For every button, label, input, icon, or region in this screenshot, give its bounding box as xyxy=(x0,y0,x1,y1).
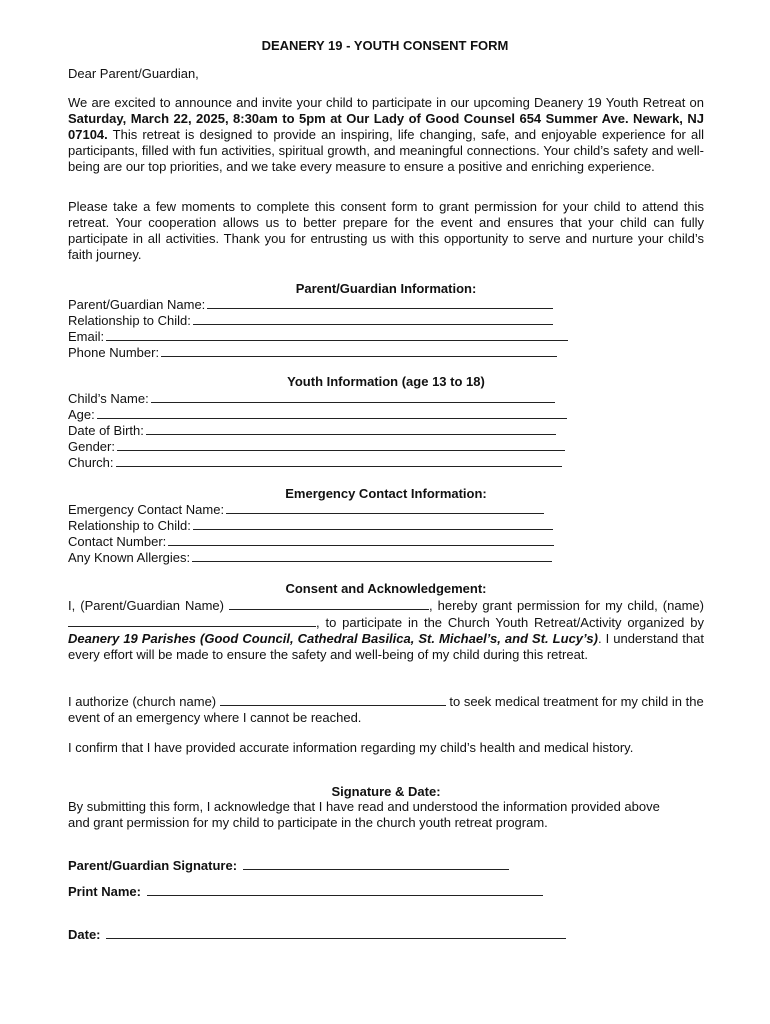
date-field[interactable] xyxy=(68,926,566,943)
retreat-date-location: Saturday, March 22, 2025, 8:30am to 5pm at Our Lady of Good Counsel 654 Summer Ave. Newark, NJ 07104. xyxy=(68,111,704,142)
emergency-name-field[interactable] xyxy=(68,501,544,518)
allergies-label: Any Known Allergies: xyxy=(68,550,191,565)
instructions-paragraph: Please take a few moments to complete this consent form to grant permission for your child to attend this retreat. Your cooperation allows us to better prepare for the event and ensures that your child can fully participate in all activities. Thank you for entrusting us with this opportunity to serve and nurture your child’s faith journey. xyxy=(68,199,704,262)
consent-paragraph xyxy=(68,597,704,663)
parent-relationship-field[interactable] xyxy=(68,312,553,329)
print-name-field[interactable] xyxy=(68,883,543,900)
parent-phone-label: Phone Number: xyxy=(68,345,160,360)
consent-text-2: , hereby grant permission for my child, (name) xyxy=(429,598,704,613)
emergency-number-line[interactable] xyxy=(168,533,554,546)
child-gender-line[interactable] xyxy=(117,438,565,451)
emergency-relationship-label: Relationship to Child: xyxy=(68,518,191,533)
consent-section-heading: Consent and Acknowledgement: xyxy=(285,581,487,596)
consent-guardian-name-line[interactable] xyxy=(229,597,429,610)
signature-acknowledgement: By submitting this form, I acknowledge that I have read and understood the information provided above and grant permission for my child to participate in the church youth retreat program. xyxy=(68,799,660,830)
child-name-field[interactable] xyxy=(68,390,555,407)
child-dob-line[interactable] xyxy=(146,422,556,435)
parent-email-field[interactable] xyxy=(68,328,568,345)
confirm-paragraph: I confirm that I have provided accurate information regarding my child’s health and medical history. xyxy=(68,740,634,755)
print-name-line[interactable] xyxy=(147,883,543,896)
salutation: Dear Parent/Guardian, xyxy=(68,66,199,81)
child-gender-field[interactable] xyxy=(68,438,565,455)
date-line[interactable] xyxy=(106,926,566,939)
emergency-relationship-field[interactable] xyxy=(68,517,553,534)
consent-child-name-line[interactable] xyxy=(68,614,316,627)
parent-phone-line[interactable] xyxy=(161,344,557,357)
signature-line[interactable] xyxy=(243,857,509,870)
consent-text-4: . I understand that every effort will be made to ensure the safety and well-being of my child during this retreat. xyxy=(68,631,704,662)
parent-name-line[interactable] xyxy=(207,296,553,309)
church-name-line[interactable] xyxy=(220,693,446,706)
signature-section-heading: Signature & Date: xyxy=(331,784,441,799)
child-church-field[interactable] xyxy=(68,454,562,471)
child-age-label: Age: xyxy=(68,407,95,422)
child-dob-label: Date of Birth: xyxy=(68,423,144,438)
child-church-label: Church: xyxy=(68,455,114,470)
parent-name-label: Parent/Guardian Name: xyxy=(68,297,206,312)
emergency-relationship-line[interactable] xyxy=(193,517,553,530)
intro-text-1: We are excited to announce and invite your child to participate in our upcoming Deanery 19 Youth Retreat on xyxy=(68,95,704,110)
date-label: Date: xyxy=(68,927,101,942)
child-age-field[interactable] xyxy=(68,406,567,423)
allergies-field[interactable] xyxy=(68,549,552,566)
parent-email-label: Email: xyxy=(68,329,105,344)
intro-text-2: This retreat is designed to provide an inspiring, life changing, safe, and enjoyable experience for all participants, filled with fun activities, spiritual growth, and meaningful connections. Your child’s safety and well-being are our top priorities, and we take every measure to ensure a positive and enriching experience. xyxy=(68,127,704,174)
intro-paragraph xyxy=(68,95,704,175)
authorize-text-2: to seek medical treatment for my child in the event of an emergency where I cannot be reached. xyxy=(68,694,704,725)
emergency-name-label: Emergency Contact Name: xyxy=(68,502,225,517)
signature-field[interactable] xyxy=(68,857,509,874)
allergies-line[interactable] xyxy=(192,549,552,562)
child-church-line[interactable] xyxy=(116,454,562,467)
parent-name-field[interactable] xyxy=(68,296,553,313)
child-name-line[interactable] xyxy=(151,390,555,403)
youth-section-heading: Youth Information (age 13 to 18) xyxy=(287,374,485,389)
child-age-line[interactable] xyxy=(97,406,567,419)
emergency-number-field[interactable] xyxy=(68,533,554,550)
parent-email-line[interactable] xyxy=(106,328,568,341)
parent-phone-field[interactable] xyxy=(68,344,557,361)
child-dob-field[interactable] xyxy=(68,422,556,439)
consent-text-3: , to participate in the Church Youth Retreat/Activity organized by xyxy=(316,615,704,630)
parent-relationship-line[interactable] xyxy=(193,312,553,325)
child-gender-label: Gender: xyxy=(68,439,115,454)
child-name-label: Child’s Name: xyxy=(68,391,149,406)
emergency-name-line[interactable] xyxy=(226,501,544,514)
form-title: DEANERY 19 - YOUTH CONSENT FORM xyxy=(261,38,509,53)
emergency-section-heading: Emergency Contact Information: xyxy=(285,486,487,501)
parent-section-heading: Parent/Guardian Information: xyxy=(295,281,477,296)
signature-label: Parent/Guardian Signature: xyxy=(68,858,238,873)
authorize-text-1: I authorize (church name) xyxy=(68,694,217,709)
parent-relationship-label: Relationship to Child: xyxy=(68,313,191,328)
print-name-label: Print Name: xyxy=(68,884,141,899)
authorize-paragraph xyxy=(68,693,704,726)
consent-text-1: I, (Parent/Guardian Name) xyxy=(68,598,224,613)
emergency-number-label: Contact Number: xyxy=(68,534,167,549)
organizing-parishes: Deanery 19 Parishes (Good Council, Cathedral Basilica, St. Michael’s, and St. Lucy’s) xyxy=(68,631,598,646)
